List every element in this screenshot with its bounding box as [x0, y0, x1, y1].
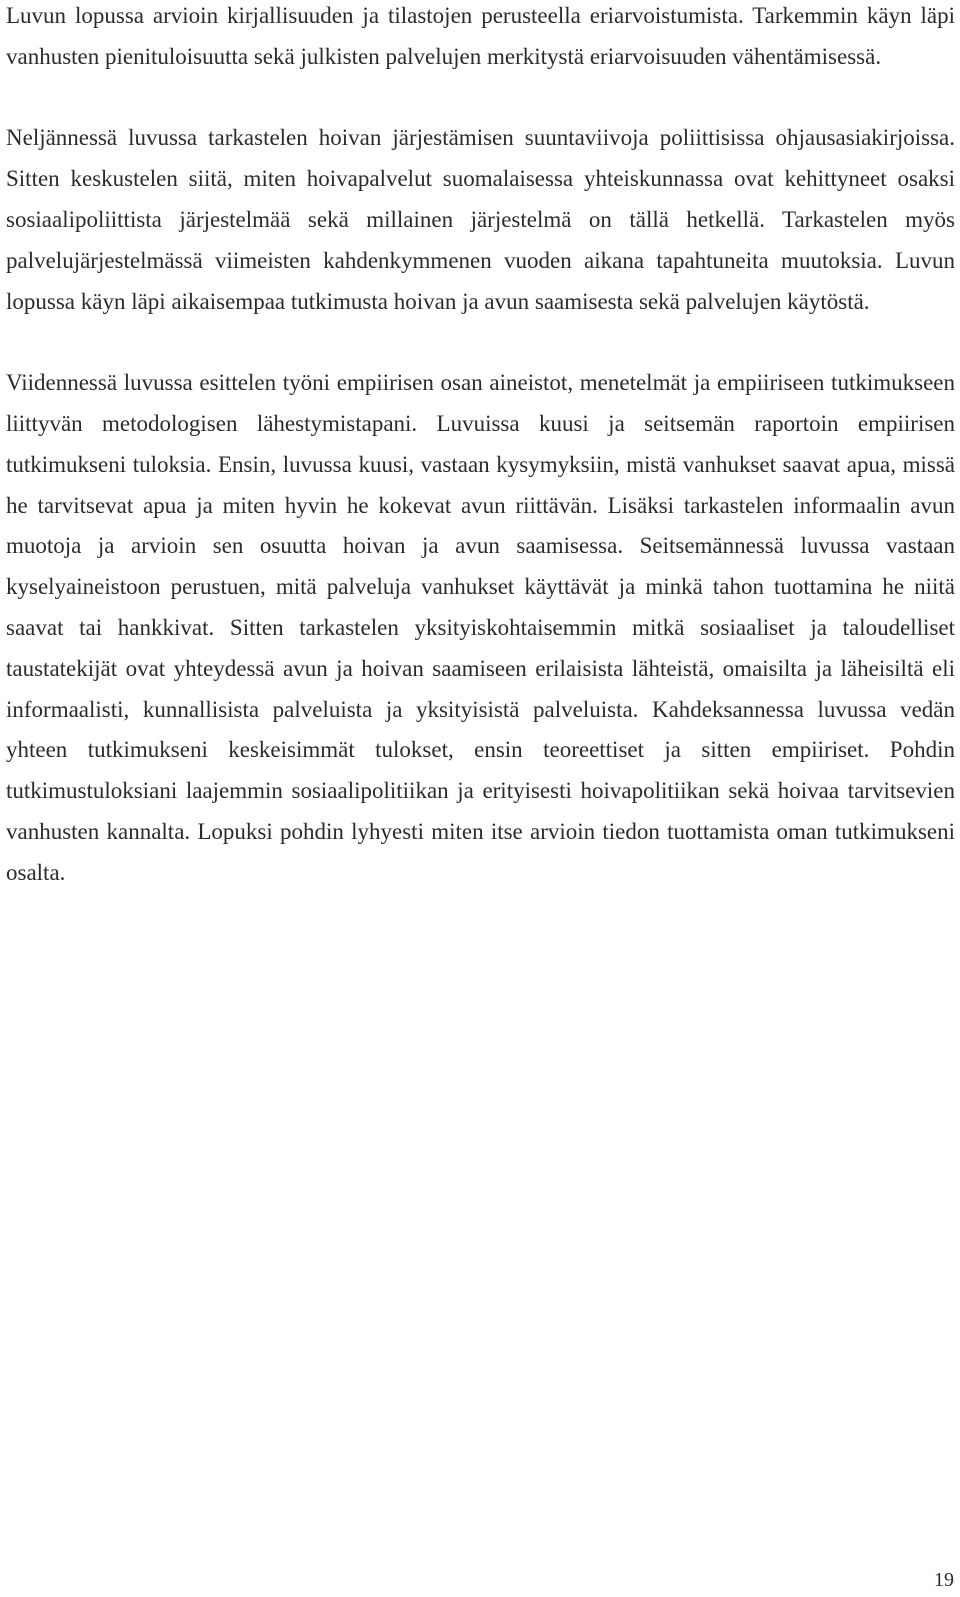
paragraph-2: Neljännessä luvussa tarkastelen hoivan järjestämisen suuntaviivoja poliittisissa ohjausasiakirjoissa. Sitten keskustelen siitä, miten hoivapalvelut suomalaisessa yhteiskunnassa ovat kehittyneet osaksi sosiaalipoliittista järjestelmää sekä millainen järjestelmä on tällä hetkellä. Tarkastelen myös palvelujärjestelmässä viimeisten kahdenkymmenen vuoden aikana tapahtuneita muutoksia. Luvun lopussa käyn läpi aikaisempaa tutkimusta hoivan ja avun saamisesta sekä palvelujen käytöstä.	[6, 125, 955, 314]
paragraph-1: Luvun lopussa arvioin kirjallisuuden ja tilastojen perusteella eriarvoistumista. Tarkemmin käyn läpi vanhusten pienituloisuutta sekä julkisten palvelujen merkitystä eriarvoisuuden vähentämisessä.	[6, 3, 955, 69]
body-text	[6, 0, 955, 934]
page-number: 19	[934, 1569, 954, 1591]
paragraph-3: Viidennessä luvussa esittelen työni empiirisen osan aineistot, menetelmät ja empiiriseen tutkimukseen liittyvän metodologisen lähestymistapani. Luvuissa kuusi ja seitsemän raportoin empiirisen tutkimukseni tuloksia. Ensin, luvussa kuusi, vastaan kysymyksiin, mistä vanhukset saavat apua, missä he tarvitsevat apua ja miten hyvin he kokevat avun riittävän. Lisäksi tarkastelen informaalin avun muotoja ja arvioin sen osuutta hoivan ja avun saamisessa. Seitsemännessä luvussa vastaan kyselyaineistoon perustuen, mitä palveluja vanhukset käyttävät ja minkä tahon tuottamina he niitä saavat tai hankkivat. Sitten tarkastelen yksityiskohtaisemmin mitkä sosiaaliset ja taloudelliset taustatekijät ovat yhteydessä avun ja hoivan saamiseen erilaisista lähteistä, omaisilta ja läheisiltä eli informaalisti, kunnallisista palveluista ja yksityisistä palveluista. Kahdeksannessa luvussa vedän yhteen tutkimukseni keskeisimmät tulokset, ensin teoreettiset ja sitten empiiriset. Pohdin tutkimustuloksiani laajemmin sosiaalipolitiikan ja erityisesti hoivapolitiikan sekä hoivaa tarvitsevien vanhusten kannalta. Lopuksi pohdin lyhyesti miten itse arvioin tiedon tuottamista oman tutkimukseni osalta.	[6, 370, 955, 885]
